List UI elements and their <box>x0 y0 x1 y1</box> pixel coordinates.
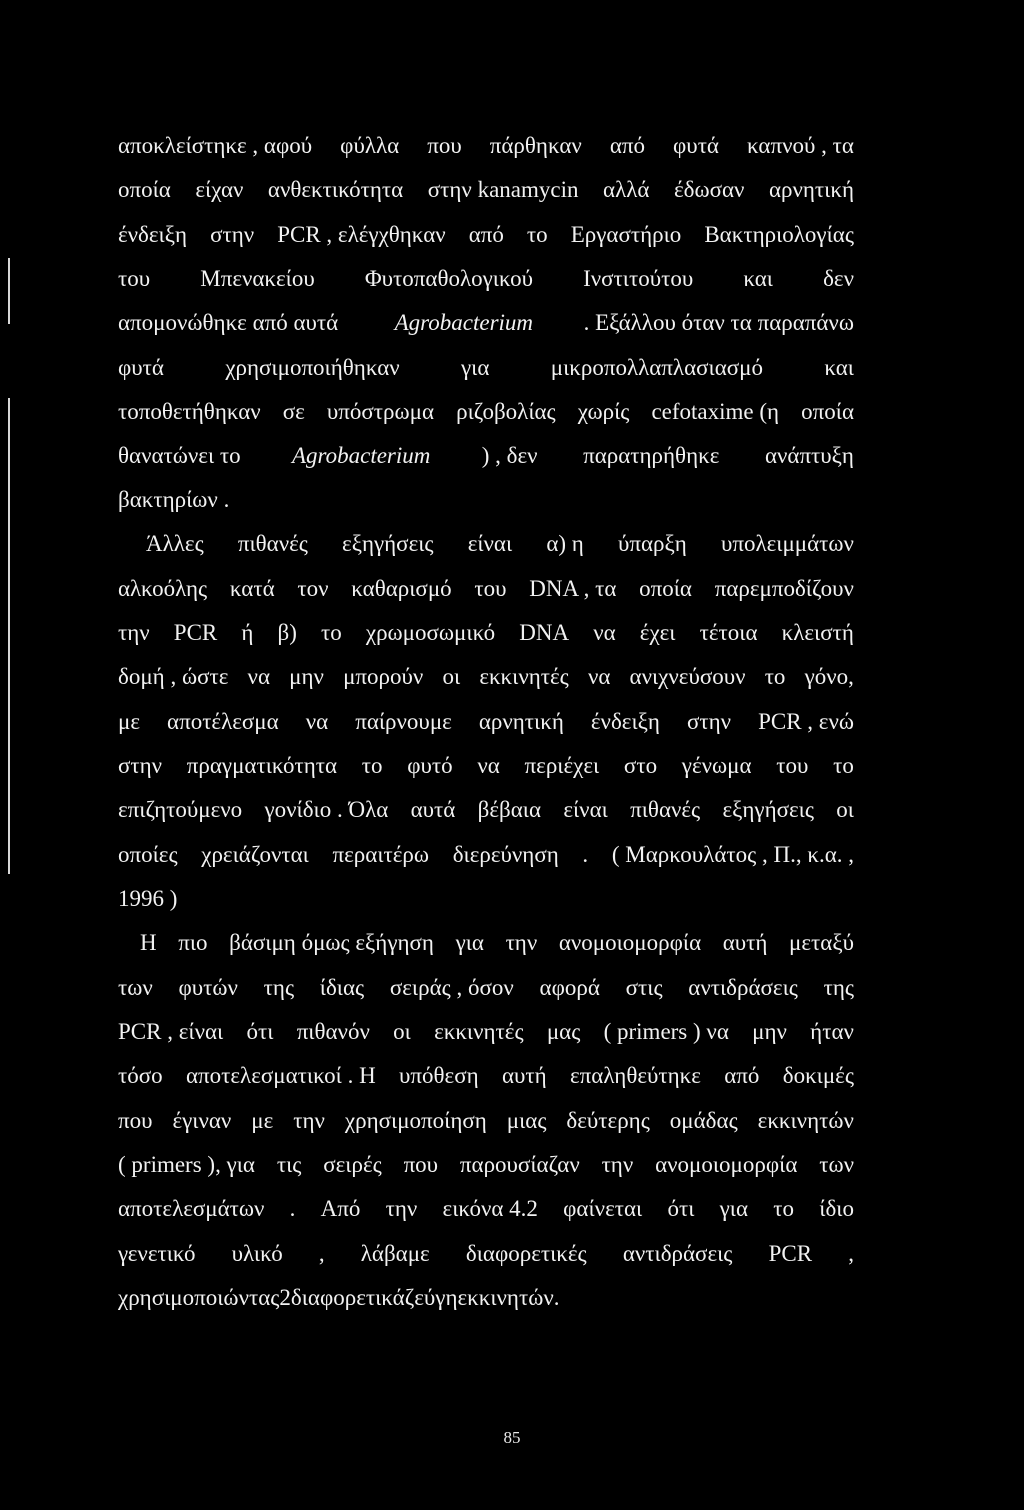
text-segment: οποίες <box>118 842 178 867</box>
text-segment: ότι <box>246 1019 274 1044</box>
text-segment: στην kanamycin <box>427 177 579 202</box>
text-segment: στις <box>625 975 663 1000</box>
text-segment: κατά <box>229 576 275 601</box>
text-line <box>118 660 854 694</box>
text-segment: που <box>118 1108 153 1133</box>
text-segment: υπόθεση <box>399 1063 479 1088</box>
text-segment: Μπενακείου <box>200 266 315 291</box>
text-segment: διαφορετικά <box>290 1285 405 1310</box>
text-segment: διαφορετικές <box>465 1241 587 1266</box>
text-line <box>118 882 854 916</box>
text-segment: εξηγήσεις <box>722 797 814 822</box>
text-segment: ανομοιομορφία <box>655 1152 798 1177</box>
text-segment: να <box>305 709 329 734</box>
text-segment: θανατώνει το <box>118 443 247 468</box>
text-segment: PCR , είναι <box>118 1019 224 1044</box>
text-segment: παρατηρήθηκε <box>583 443 720 468</box>
text-segment: πιθανές <box>630 797 701 822</box>
text-segment: καθαρισμό <box>351 576 452 601</box>
text-segment: απομονώθηκε από αυτά <box>118 310 344 335</box>
text-line <box>118 1192 854 1226</box>
text-segment: του <box>474 576 507 601</box>
text-segment: PCR <box>173 620 218 645</box>
text-segment: πιθανές <box>237 531 308 556</box>
text-line <box>146 527 854 561</box>
text-segment: την <box>505 930 538 955</box>
text-segment: εκκινητές <box>479 664 569 689</box>
text-line <box>118 439 854 473</box>
text-segment: αντιδράσεις <box>622 1241 733 1266</box>
text-segment: επιζητούμενο <box>118 797 243 822</box>
text-segment: καπνού , τα <box>747 133 854 158</box>
text-segment: σε <box>282 399 305 424</box>
text-segment: βάσιμη όμως εξήγηση <box>229 930 434 955</box>
text-segment: για <box>461 355 490 380</box>
text-line <box>118 572 854 606</box>
text-segment: στην <box>118 753 163 778</box>
text-segment: β) <box>277 620 297 645</box>
text-segment: το <box>361 753 383 778</box>
text-line <box>118 1104 854 1138</box>
text-segment: τον <box>297 576 329 601</box>
text-line <box>118 306 854 340</box>
text-segment: DNA , τα <box>529 576 617 601</box>
text-segment: των <box>118 975 153 1000</box>
text-segment: αυτή <box>501 1063 547 1088</box>
text-segment: εικόνα 4.2 <box>442 1196 538 1221</box>
text-segment: πιο <box>178 930 208 955</box>
text-segment: φύλλα <box>340 133 400 158</box>
text-line <box>118 218 854 252</box>
text-line <box>118 395 854 429</box>
text-segment: γένωμα <box>681 753 752 778</box>
text-segment: για <box>719 1196 749 1221</box>
text-segment: αποτέλεσμα <box>167 709 279 734</box>
text-segment: οι <box>442 664 461 689</box>
text-segment: ομάδας <box>669 1108 738 1133</box>
text-segment: . <box>553 1285 560 1310</box>
text-segment: αποτελεσματικοί . Η <box>185 1063 376 1088</box>
text-segment: που <box>427 133 462 158</box>
text-segment: ανθεκτικότητα <box>267 177 404 202</box>
text-segment: να <box>477 753 500 778</box>
text-segment: χρησιμοποίηση <box>344 1108 487 1133</box>
text-segment: ζεύγη <box>404 1285 458 1310</box>
text-segment: αποτελεσμάτων <box>118 1196 265 1221</box>
text-segment: έχει <box>639 620 676 645</box>
text-segment: εξηγήσεις <box>342 531 434 556</box>
text-segment: ήταν <box>810 1019 854 1044</box>
text-segment: ( primers ) να <box>603 1019 729 1044</box>
text-segment: με <box>118 709 140 734</box>
text-line <box>118 749 854 783</box>
text-segment: ότι <box>667 1196 695 1221</box>
text-segment: γενετικό <box>118 1241 196 1266</box>
text-segment: για <box>455 930 484 955</box>
text-segment: α) η <box>546 531 584 556</box>
text-line <box>118 793 854 827</box>
text-segment: Εργαστήριο <box>570 222 682 247</box>
text-segment: υπόστρωμα <box>326 399 435 424</box>
text-line <box>118 129 854 163</box>
text-line <box>118 616 854 650</box>
text-segment: PCR , ενώ <box>758 709 854 734</box>
text-line <box>118 351 854 385</box>
text-segment: γονίδιο . Όλα <box>264 797 389 822</box>
text-segment: DNA <box>519 620 570 645</box>
text-segment: από <box>609 133 645 158</box>
text-segment: να <box>593 620 616 645</box>
text-segment: ανομοιομορφία <box>558 930 702 955</box>
text-segment: αφορά <box>539 975 600 1000</box>
text-segment: των <box>819 1152 854 1177</box>
text-segment: διερεύνηση <box>452 842 559 867</box>
text-line <box>118 838 854 872</box>
text-segment: βακτηρίων . <box>118 487 230 512</box>
text-segment: μικροπολλαπλασιασμό <box>550 355 763 380</box>
text-segment: αυτά <box>410 797 456 822</box>
text-line <box>118 705 854 739</box>
text-segment: φυτά <box>118 355 164 380</box>
text-segment: χρησιμοποιώντας <box>118 1285 280 1310</box>
text-segment: αυτή <box>722 930 768 955</box>
text-segment: οποία <box>639 576 692 601</box>
text-line <box>118 173 854 207</box>
text-line <box>118 1237 854 1271</box>
text-segment: Φυτοπαθολογικού <box>364 266 533 291</box>
text-segment: οι <box>836 797 854 822</box>
text-segment: το <box>526 222 548 247</box>
text-line <box>140 926 854 960</box>
text-segment: ή <box>241 620 254 645</box>
text-segment: αρνητική <box>478 709 564 734</box>
text-segment: δομή , ώστε <box>118 664 229 689</box>
text-segment: στην <box>686 709 732 734</box>
text-segment: βέβαια <box>477 797 542 822</box>
text-segment: Agrobacterium <box>291 443 431 468</box>
text-line <box>118 971 854 1005</box>
text-segment: της <box>823 975 854 1000</box>
text-segment: μην <box>289 664 324 689</box>
text-segment: υπολειμμάτων <box>720 531 854 556</box>
text-segment: , <box>318 1241 325 1266</box>
text-segment: υλικό <box>231 1241 283 1266</box>
text-segment: το <box>833 753 854 778</box>
text-segment: αποκλείστηκε , αφού <box>118 133 313 158</box>
text-segment: και <box>743 266 773 291</box>
text-segment: δεν <box>823 266 854 291</box>
text-line <box>118 1059 854 1093</box>
text-segment: φυτό <box>407 753 453 778</box>
text-segment: φυτών <box>178 975 238 1000</box>
text-segment: περιέχει <box>524 753 600 778</box>
text-segment: στην <box>210 222 255 247</box>
text-segment: αντιδράσεις <box>688 975 798 1000</box>
text-segment: τόσο <box>118 1063 163 1088</box>
text-segment: σειράς , όσον <box>389 975 514 1000</box>
text-segment: δοκιμές <box>782 1063 854 1088</box>
text-segment: εκκινητές <box>434 1019 524 1044</box>
text-segment: Ινστιτούτου <box>583 266 694 291</box>
text-segment: δεύτερης <box>566 1108 650 1133</box>
text-segment: οποία <box>118 177 171 202</box>
text-segment: αρνητική <box>768 177 854 202</box>
text-segment: μην <box>752 1019 787 1044</box>
text-segment: έγιναν <box>172 1108 232 1133</box>
text-segment: είχαν <box>195 177 244 202</box>
text-segment: πάρθηκαν <box>489 133 582 158</box>
text-segment: . <box>289 1196 296 1221</box>
text-line <box>118 1281 678 1315</box>
text-segment: ύπαρξη <box>617 531 687 556</box>
text-segment: εκκινητών <box>457 1285 554 1310</box>
text-segment: μιας <box>506 1108 547 1133</box>
text-segment: με <box>251 1108 274 1133</box>
text-segment: φαίνεται <box>563 1196 643 1221</box>
text-segment: παρουσίαζαν <box>459 1152 580 1177</box>
text-segment: Από <box>320 1196 361 1221</box>
left-margin-rule-bottom <box>8 398 10 874</box>
text-line <box>118 483 854 517</box>
text-segment: εκκινητών <box>757 1108 854 1133</box>
text-segment: από <box>468 222 504 247</box>
text-segment: παρεμποδίζουν <box>714 576 854 601</box>
text-segment: λάβαμε <box>360 1241 430 1266</box>
text-segment: Βακτηριολογίας <box>704 222 854 247</box>
text-segment: τοποθετήθηκαν <box>118 399 261 424</box>
text-segment: είναι <box>563 797 608 822</box>
text-segment: μπορούν <box>343 664 424 689</box>
text-segment: . <box>582 842 589 867</box>
text-segment: είναι <box>467 531 513 556</box>
text-segment: κλειστή <box>781 620 854 645</box>
text-segment: τέτοια <box>699 620 758 645</box>
text-segment: ίδιας <box>319 975 365 1000</box>
text-segment: οι <box>393 1019 411 1044</box>
text-segment: να <box>587 664 611 689</box>
text-segment: φυτά <box>673 133 719 158</box>
text-segment: τις <box>276 1152 302 1177</box>
text-segment: γόνο, <box>804 664 854 689</box>
text-segment: μεταξύ <box>789 930 854 955</box>
text-segment: χρησιμοποιήθηκαν <box>225 355 400 380</box>
text-segment: της <box>263 975 295 1000</box>
text-segment: 1996 ) <box>118 886 178 911</box>
text-line <box>118 262 854 296</box>
text-segment: παίρνουμε <box>355 709 452 734</box>
text-segment: περαιτέρω <box>332 842 430 867</box>
text-segment: πιθανόν <box>296 1019 370 1044</box>
text-segment: το <box>321 620 342 645</box>
text-line <box>118 1015 854 1049</box>
text-segment: ένδειξη <box>590 709 660 734</box>
text-segment: του <box>776 753 809 778</box>
text-segment: χρωμοσωμικό <box>365 620 496 645</box>
text-segment: 2 <box>279 1285 291 1310</box>
text-segment: έδωσαν <box>673 177 745 202</box>
text-segment: PCR <box>768 1241 813 1266</box>
text-segment: πραγματικότητα <box>186 753 338 778</box>
text-segment: . Εξάλλου όταν τα παραπάνω <box>583 310 854 335</box>
text-segment: που <box>403 1152 439 1177</box>
text-segment: ίδιο <box>819 1196 854 1221</box>
text-segment: σειρές <box>323 1152 382 1177</box>
text-segment: ριζοβολίας <box>456 399 556 424</box>
text-segment: στο <box>623 753 658 778</box>
text-segment: οποία <box>801 399 854 424</box>
text-segment: ένδειξη <box>118 222 188 247</box>
text-segment: Agrobacterium <box>394 310 534 335</box>
text-segment: την <box>385 1196 418 1221</box>
text-segment: μας <box>546 1019 581 1044</box>
page-number: 85 <box>503 1428 521 1447</box>
text-segment: ( Μαρκουλάτος , Π., κ.α. , <box>611 842 854 867</box>
text-segment: PCR , ελέγχθηκαν <box>277 222 446 247</box>
text-segment: ανιχνεύσουν <box>629 664 746 689</box>
text-segment: του <box>118 266 151 291</box>
text-line <box>118 1148 854 1182</box>
text-segment: την <box>601 1152 634 1177</box>
left-margin-rule-top <box>8 258 10 324</box>
text-segment: ( primers ), για <box>118 1152 255 1177</box>
text-segment: Άλλες <box>146 531 204 556</box>
text-segment: Η <box>140 930 157 955</box>
text-segment: ) , δεν <box>475 443 538 468</box>
text-segment: την <box>293 1108 325 1133</box>
text-segment: και <box>824 355 854 380</box>
text-segment: να <box>247 664 270 689</box>
text-segment: χρειάζονται <box>201 842 309 867</box>
text-segment: το <box>773 1196 795 1221</box>
text-segment: cefotaxime (η <box>651 399 780 424</box>
text-segment: από <box>724 1063 760 1088</box>
text-segment: αλκοόλης <box>118 576 208 601</box>
text-segment: ανάπτυξη <box>764 443 854 468</box>
text-segment: χωρίς <box>577 399 630 424</box>
text-segment: το <box>764 664 786 689</box>
text-segment: αλλά <box>603 177 650 202</box>
text-segment: , <box>848 1241 854 1266</box>
text-segment: επαληθεύτηκε <box>570 1063 701 1088</box>
text-segment: την <box>118 620 150 645</box>
